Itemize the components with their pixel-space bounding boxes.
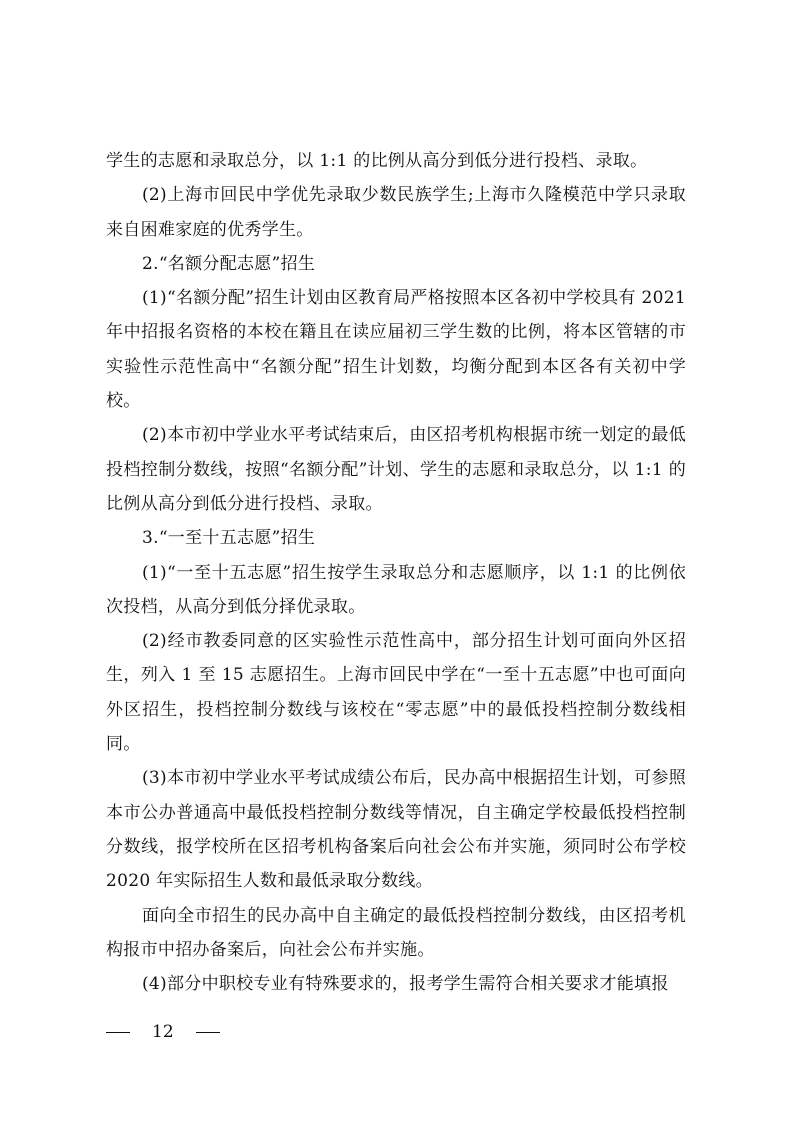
paragraph: (1)“一至十五志愿”招生按学生录取总分和志愿顺序，以 1:1 的比例依次投档，从高分到低分择优录取。 (106, 562, 686, 617)
paragraph: (4)部分中职校专业有特殊要求的，报考学生需符合相关要求才能填报 (142, 974, 669, 995)
document-body (106, 144, 686, 1001)
paragraph: 面向全市招生的民办高中自主确定的最低投档控制分数线，由区招考机构报市中招办备案后，向社会公布并实施。 (106, 905, 686, 960)
paragraph: (1)“名额分配”招生计划由区教育局严格按照本区各初中学校具有 2021 年中招报名资格的本校在籍且在读应届初三学生数的比例，将本区管辖的市实验性示范性高中“名额分配”招生计划数，均衡分配到本区各有关初中学校。 (106, 288, 686, 412)
section-heading: 2.“名额分配志愿”招生 (142, 253, 316, 274)
paragraph: (3)本市初中学业水平考试成绩公布后，民办高中根据招生计划，可参照本市公办普通高中最低投档控制分数线等情况，自主确定学校最低投档控制分数线，报学校所在区招考机构备案后向社会公布并实施，须同时公布学校 2020 年实际招生人数和最低录取分数线。 (106, 768, 686, 892)
footer-dash-right (196, 1032, 220, 1033)
footer-dash-left (106, 1032, 130, 1033)
page-footer (106, 1018, 220, 1046)
section-heading: 3.“一至十五志愿”招生 (142, 528, 316, 549)
page-number: 12 (152, 1022, 174, 1042)
paragraph: 学生的志愿和录取总分，以 1:1 的比例从高分到低分进行投档、录取。 (106, 151, 648, 171)
paragraph: (2)上海市回民中学优先录取少数民族学生;上海市久隆模范中学只录取来自困难家庭的优秀学生。 (106, 185, 686, 240)
paragraph: (2)经市教委同意的区实验性示范性高中，部分招生计划可面向外区招生，列入 1 至 15 志愿招生。上海市回民中学在“一至十五志愿”中也可面向外区招生，投档控制分数线与该校在“零志愿”中的最低投档控制分数线相同。 (106, 631, 686, 755)
paragraph: (2)本市初中学业水平考试结束后，由区招考机构根据市统一划定的最低投档控制分数线，按照“名额分配”计划、学生的志愿和录取总分，以 1:1 的比例从高分到低分进行投档、录取。 (106, 425, 686, 514)
